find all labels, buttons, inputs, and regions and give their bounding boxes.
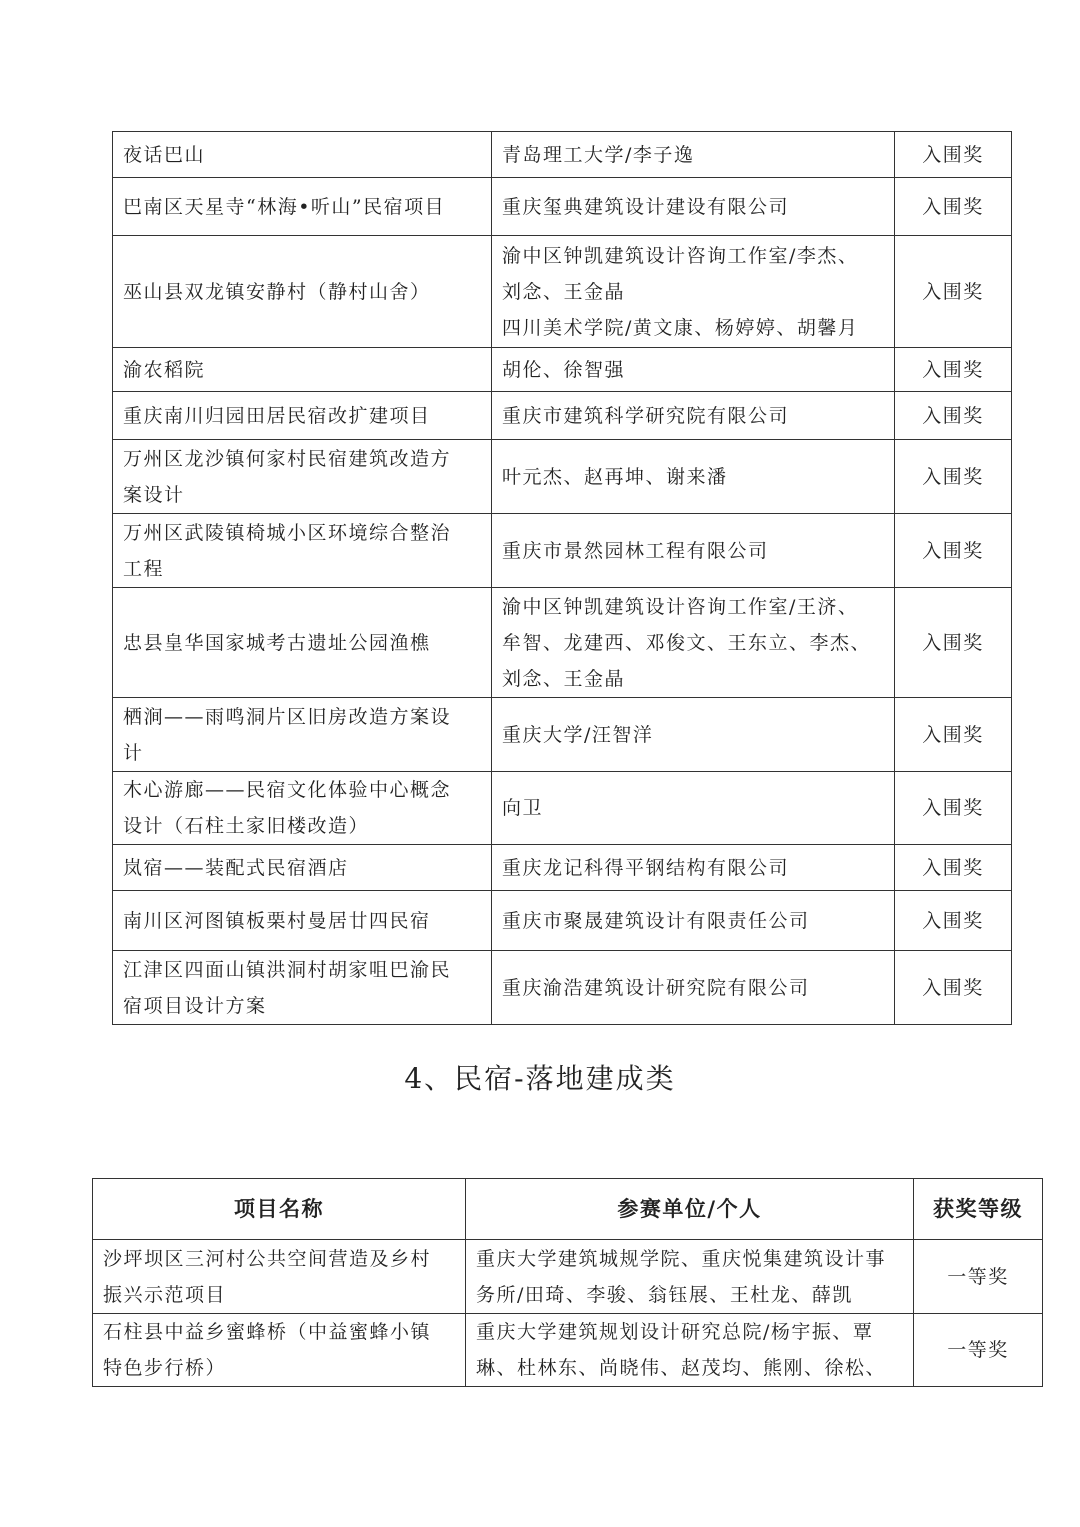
- project-name-cell: 重庆南川归园田居民宿改扩建项目: [113, 392, 492, 440]
- project-name-cell: 江津区四面山镇洪洞村胡家咀巴渝民 宿项目设计方案: [113, 951, 492, 1025]
- participant-cell: 渝中区钟凯建筑设计咨询工作室/王济、 牟智、龙建西、邓俊文、王东立、李杰、 刘念、王金晶: [492, 588, 895, 698]
- participant-cell: 重庆玺典建筑设计建设有限公司: [492, 178, 895, 236]
- project-name-cell: 石柱县中益乡蜜蜂桥（中益蜜蜂小镇 特色步行桥）: [93, 1314, 466, 1387]
- participant-cell: 重庆大学建筑城规学院、重庆悦集建筑设计事 务所/田琦、李骏、翁钰展、王杜龙、薛凯: [466, 1240, 914, 1314]
- table-header-row: [93, 1179, 1043, 1240]
- participant-cell: 重庆大学建筑规划设计研究总院/杨宇振、覃 琳、杜林东、尚晓伟、赵茂均、熊刚、徐松、: [466, 1314, 914, 1387]
- table-row: [113, 178, 1012, 236]
- participant-cell: 青岛理工大学/李子逸: [492, 132, 895, 178]
- participant-cell: 重庆龙记科得平钢结构有限公司: [492, 845, 895, 891]
- table-row: [113, 845, 1012, 891]
- project-name-cell: 南川区河图镇板栗村曼居廿四民宿: [113, 891, 492, 951]
- award-level-cell: 入围奖: [895, 348, 1012, 392]
- table-row: [113, 236, 1012, 348]
- project-name-cell: 巴南区天星寺“林海•听山”民宿项目: [113, 178, 492, 236]
- award-level-cell: 入围奖: [895, 440, 1012, 514]
- award-level-cell: 入围奖: [895, 772, 1012, 845]
- participant-cell: 重庆市聚晟建筑设计有限责任公司: [492, 891, 895, 951]
- award-table-shortlist: [112, 131, 1012, 1025]
- award-level-cell: 入围奖: [895, 891, 1012, 951]
- project-name-cell: 忠县皇华国家城考古遗址公园渔樵: [113, 588, 492, 698]
- project-name-cell: 沙坪坝区三河村公共空间营造及乡村 振兴示范项目: [93, 1240, 466, 1314]
- project-name-cell: 岚宿——装配式民宿酒店: [113, 845, 492, 891]
- award-level-cell: 入围奖: [895, 132, 1012, 178]
- table-row: [113, 132, 1012, 178]
- participant-cell: 向卫: [492, 772, 895, 845]
- participant-cell: 重庆市建筑科学研究院有限公司: [492, 392, 895, 440]
- award-table-built: [92, 1178, 1043, 1387]
- award-level-cell: 入围奖: [895, 514, 1012, 588]
- award-level-cell: 入围奖: [895, 178, 1012, 236]
- award-level-cell: 入围奖: [895, 236, 1012, 348]
- table-row: [113, 514, 1012, 588]
- project-name-cell: 渝农稻院: [113, 348, 492, 392]
- participant-cell: 重庆渝浩建筑设计研究院有限公司: [492, 951, 895, 1025]
- project-name-cell: 夜话巴山: [113, 132, 492, 178]
- table-row: [93, 1314, 1043, 1387]
- column-header-award-level: 获奖等级: [914, 1179, 1043, 1240]
- table-row: [93, 1240, 1043, 1314]
- participant-cell: 渝中区钟凯建筑设计咨询工作室/李杰、 刘念、王金晶 四川美术学院/黄文康、杨婷婷、胡馨月: [492, 236, 895, 348]
- table-row: [113, 772, 1012, 845]
- table-row: [113, 891, 1012, 951]
- award-level-cell: 入围奖: [895, 698, 1012, 772]
- table-row: [113, 588, 1012, 698]
- award-level-cell: 入围奖: [895, 951, 1012, 1025]
- award-level-cell: 入围奖: [895, 588, 1012, 698]
- participant-cell: 胡伦、徐智强: [492, 348, 895, 392]
- project-name-cell: 栖涧——雨鸣洞片区旧房改造方案设 计: [113, 698, 492, 772]
- table-row: [113, 392, 1012, 440]
- column-header-project-name: 项目名称: [93, 1179, 466, 1240]
- table-row: [113, 698, 1012, 772]
- award-level-cell: 一等奖: [914, 1314, 1043, 1387]
- project-name-cell: 巫山县双龙镇安静村（静村山舍）: [113, 236, 492, 348]
- participant-cell: 重庆大学/汪智洋: [492, 698, 895, 772]
- column-header-participant: 参赛单位/个人: [466, 1179, 914, 1240]
- project-name-cell: 万州区武陵镇椅城小区环境综合整治 工程: [113, 514, 492, 588]
- award-level-cell: 一等奖: [914, 1240, 1043, 1314]
- participant-cell: 重庆市景然园林工程有限公司: [492, 514, 895, 588]
- award-level-cell: 入围奖: [895, 845, 1012, 891]
- participant-cell: 叶元杰、赵再坤、谢来潘: [492, 440, 895, 514]
- project-name-cell: 木心游廊——民宿文化体验中心概念 设计（石柱土家旧楼改造）: [113, 772, 492, 845]
- project-name-cell: 万州区龙沙镇何家村民宿建筑改造方 案设计: [113, 440, 492, 514]
- table-row: [113, 951, 1012, 1025]
- table-row: [113, 440, 1012, 514]
- award-level-cell: 入围奖: [895, 392, 1012, 440]
- table-row: [113, 348, 1012, 392]
- section-title: 4、民宿-落地建成类: [404, 1062, 676, 1095]
